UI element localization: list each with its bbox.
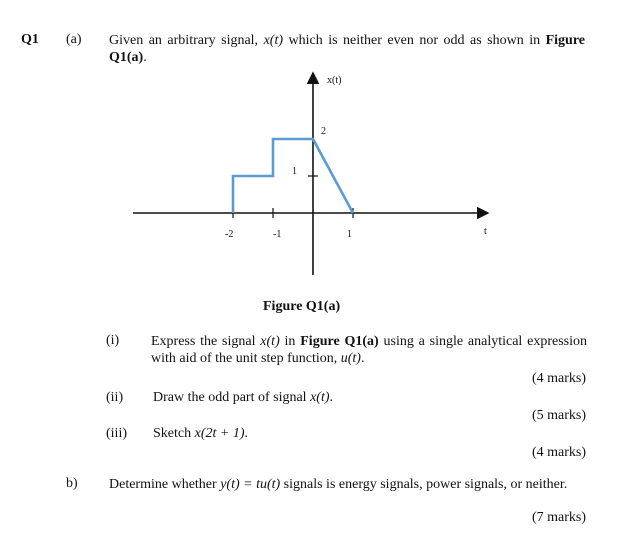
unit-step-symbol: u(t) (340, 351, 361, 366)
part-b-symbol: y(t) = tu(t) (220, 477, 281, 492)
subpart-i-text-4: . (360, 351, 365, 366)
subpart-i-text-1: Express the signal (151, 334, 261, 349)
subpart-i-label: (i) (106, 333, 120, 348)
subpart-ii-marks: (5 marks) (531, 408, 586, 423)
subpart-iii-label: (iii) (106, 426, 127, 441)
subpart-i-text-2: in (279, 334, 301, 349)
part-a-label: (a) (66, 32, 82, 47)
subpart-i-symbol: x(t) (260, 334, 280, 349)
part-b-marks: (7 marks) (531, 510, 586, 525)
subpart-iii-symbol: x(2t + 1) (194, 426, 245, 441)
subpart-ii-symbol: x(t) (310, 390, 330, 405)
y-tick-label-1: 1 (292, 166, 297, 177)
figure-reference: Figure Q1(a) (109, 33, 586, 65)
part-b-text-2: signals is energy signals, power signals, or neither. (280, 477, 568, 492)
part-a-text-2: which is neither even nor odd as shown in (283, 33, 546, 48)
part-a-text-end: . (143, 50, 147, 65)
subpart-ii-label: (ii) (106, 390, 124, 405)
subpart-iii-marks: (4 marks) (531, 445, 586, 460)
question-number: Q1 (21, 32, 39, 47)
subpart-ii-text (153, 390, 333, 406)
x-tick-label-neg1: -1 (273, 229, 282, 240)
part-a-text-1: Given an arbitrary signal, (109, 33, 264, 48)
subpart-iii-text-2: . (244, 426, 248, 441)
y-axis-label: x(t) (327, 75, 342, 86)
signal-symbol: x(t) (263, 33, 283, 48)
y-tick-label-2: 2 (321, 126, 326, 137)
subpart-ii-text-1: Draw the odd part of signal (153, 390, 311, 405)
x-axis-label: t (484, 226, 487, 237)
figure-caption: Figure Q1(a) (263, 299, 341, 314)
subpart-ii-text-2: . (329, 390, 334, 405)
subpart-i-marks: (4 marks) (531, 371, 586, 386)
x-tick-label-1: 1 (347, 229, 352, 240)
subpart-i-figure-ref: Figure Q1(a) (300, 334, 379, 349)
subpart-iii-text (153, 426, 248, 442)
part-b-text (109, 476, 587, 493)
subpart-i-text (151, 333, 587, 367)
part-b-text-1: Determine whether (109, 477, 221, 492)
subpart-i-text-3: using a single analytical expression with aid of the unit step function, (151, 334, 588, 366)
part-b-label: b) (66, 476, 78, 491)
subpart-iii-text-1: Sketch (153, 426, 195, 441)
x-tick-label-neg2: -2 (225, 229, 234, 240)
